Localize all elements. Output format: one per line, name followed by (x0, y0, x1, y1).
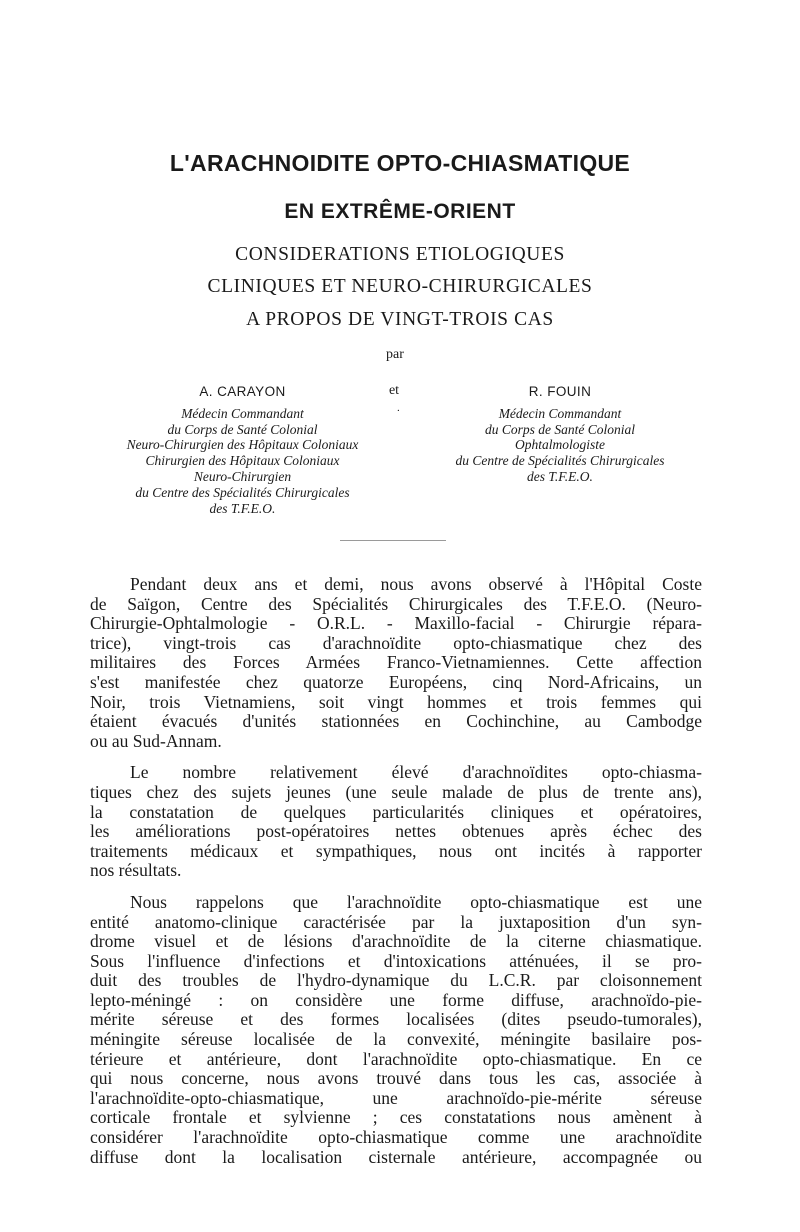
author-left-line: Neuro-Chirurgien (193, 468, 292, 484)
author-left-line: Médecin Commandant (181, 405, 304, 421)
text-line: étaient évacués d'unités stationnées en Cochinchine, au Cambodge (90, 711, 702, 732)
text-line: méningite séreuse localisée de la convexité, méningite basilaire pos- (90, 1029, 702, 1050)
text-line: militaires des Forces Armées Franco-Vietnamiennes. Cette affection (90, 652, 702, 673)
text-line: considérer l'arachnoïdite opto-chiasmatique comme une arachnoïdite (90, 1127, 702, 1148)
text-line: Noir, trois Vietnamiens, soit vingt hommes et trois femmes qui (90, 691, 702, 712)
paragraph-3 (90, 893, 702, 1167)
article-subtitle-line-1: CONSIDERATIONS ETIOLOGIQUES (235, 244, 565, 265)
author-right-block (410, 384, 710, 485)
author-left-line: du Corps de Santé Colonial (167, 421, 318, 437)
text-line: diffuse dont la localisation cisternale antérieure, accompagnée ou (90, 1146, 702, 1167)
text-line: lepto-méningé : on considère une forme diffuse, arachnoïdo-pie- (90, 989, 702, 1010)
paragraph-1 (90, 575, 702, 751)
text-line: Pendant deux ans et demi, nous avons observé à l'Hôpital Coste (130, 574, 702, 594)
article-subtitle-line-3: A PROPOS DE VINGT-TROIS CAS (246, 309, 554, 330)
text-line: traitements médicaux et sympathiques, nous ont incités à rapporter (90, 840, 702, 861)
text-line: de Saïgon, Centre des Spécialités Chirurgicales des T.F.E.O. (Neuro- (90, 593, 702, 614)
author-right-name: R. FOUIN (528, 384, 592, 399)
text-line: entité anatomo-clinique caractérisée par la juxtaposition d'un syn- (90, 911, 702, 932)
text-line: ou au Sud-Annam. (90, 730, 222, 751)
article-title-line-1: L'ARACHNOIDITE OPTO-CHIASMATIQUE (169, 150, 631, 176)
author-left-name: A. CARAYON (199, 384, 286, 399)
author-left-block (90, 384, 395, 516)
text-line: trice), vingt-trois cas d'arachnoïdite opto-chiasmatique chez des (90, 632, 702, 653)
section-divider (340, 540, 446, 541)
text-line: Le nombre relativement élevé d'arachnoïdites opto-chiasma- (130, 762, 702, 783)
article-body (90, 575, 702, 1167)
text-line: les améliorations post-opératoires nettes obtenues après échec des (90, 821, 702, 842)
author-right-line: du Centre de Spécialités Chirurgicales (455, 453, 665, 469)
text-line: drome visuel et de lésions d'arachnoïdite de la citerne chiasmatique. (90, 931, 702, 952)
text-line: duit des troubles de l'hydro-dynamique du L.C.R. par cloisonnement (90, 970, 702, 991)
author-right-line: du Corps de Santé Colonial (484, 421, 635, 437)
text-line: tiques chez des sujets jeunes (une seule malade de plus de trente ans), (90, 781, 702, 802)
author-right-line: Ophtalmologiste (515, 437, 605, 453)
author-right-line: des T.F.E.O. (527, 468, 593, 484)
author-right-line: Médecin Commandant (498, 405, 622, 421)
paragraph-2 (90, 763, 702, 881)
text-line: corticale frontale et sylvienne ; ces constatations nous amènent à (90, 1107, 702, 1128)
text-line: térieure et antérieure, dont l'arachnoïdite opto-chiasmatique. En ce (90, 1048, 702, 1069)
byline-et: et (388, 383, 400, 398)
author-left-line: Chirurgien des Hôpitaux Coloniaux (145, 453, 340, 469)
text-line: la constatation de quelques particularités cliniques et opératoires, (90, 801, 702, 822)
text-line: nos résultats. (90, 860, 182, 881)
text-line: qui nous concerne, nous avons trouvé dans tous les cas, associée à (90, 1068, 702, 1089)
byline-par: par (386, 347, 404, 362)
article-title-line-2: EN EXTRÊME-ORIENT (284, 200, 516, 223)
text-line: Sous l'influence d'infections et d'intoxications atténuées, il se pro- (90, 950, 702, 971)
author-left-line: du Centre des Spécialités Chirurgicales (135, 484, 350, 500)
byline-separator: . (397, 402, 400, 414)
article-subtitle-line-2: CLINIQUES ET NEURO-CHIRURGICALES (207, 276, 593, 297)
text-line: Nous rappelons que l'arachnoïdite opto-chiasmatique est une (130, 891, 702, 912)
text-line: s'est manifestée chez quatorze Européens, cinq Nord-Africains, un (90, 671, 702, 692)
author-left-line: Neuro-Chirurgien des Hôpitaux Coloniaux (126, 437, 359, 453)
text-line: l'arachnoïdite-opto-chiasmatique, une arachnoïdo-pie-mérite séreuse (90, 1087, 702, 1108)
author-left-line: des T.F.E.O. (209, 500, 276, 516)
text-line: Chirurgie-Ophtalmologie - O.R.L. - Maxillo-facial - Chirurgie répara- (90, 613, 702, 634)
text-line: mérite séreuse et des formes localisées (dites pseudo-tumorales), (90, 1009, 702, 1030)
